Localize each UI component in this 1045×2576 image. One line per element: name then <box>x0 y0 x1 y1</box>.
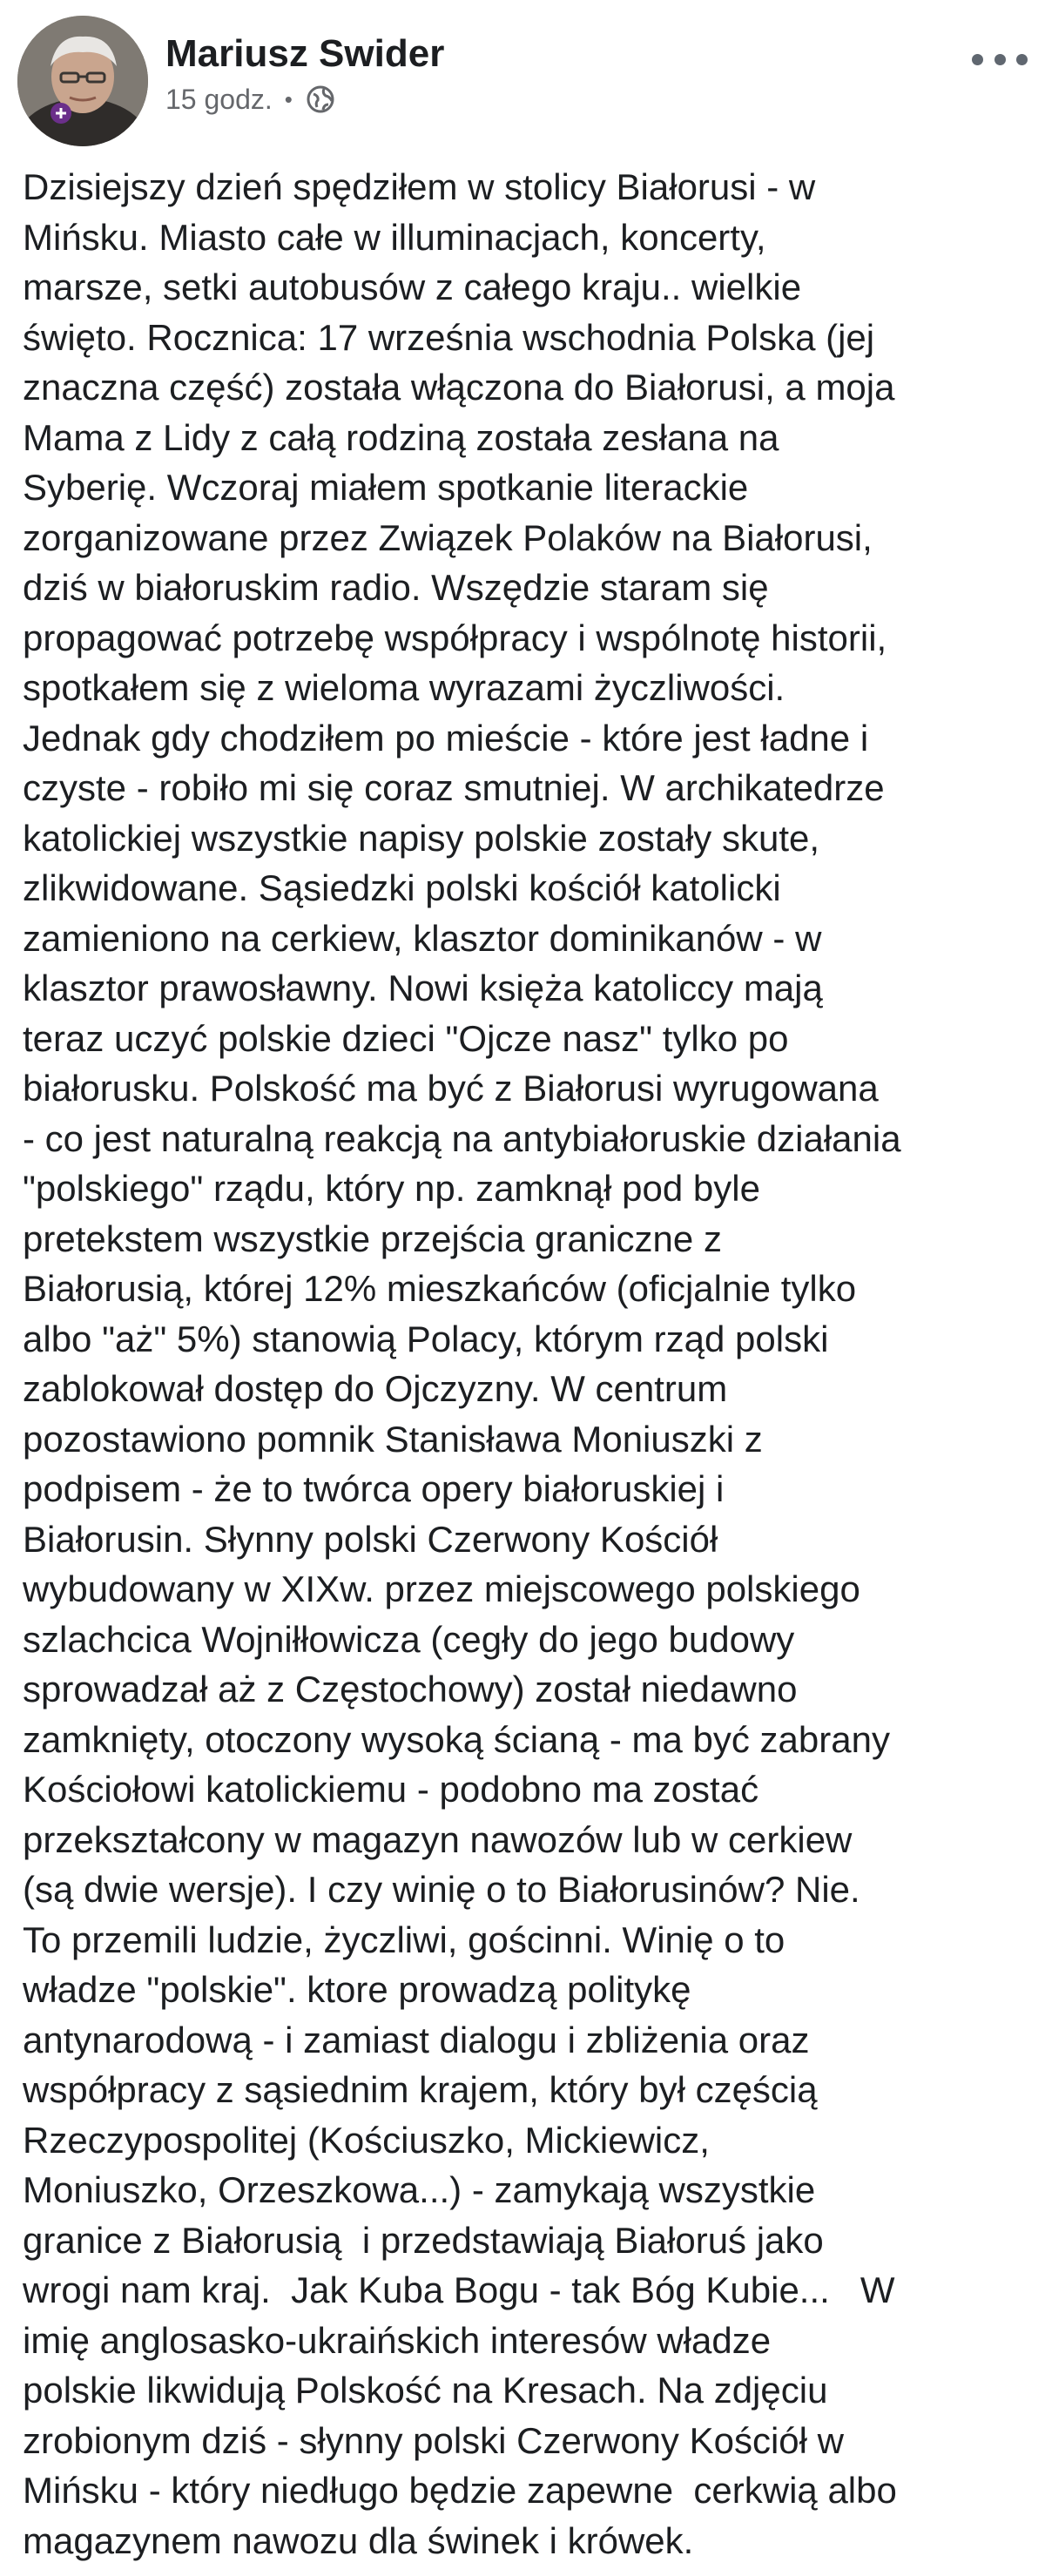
post-text-line: zamknięty, otoczony wysoką ścianą - ma być zabrany <box>23 1718 890 1760</box>
post-text-line: "polskiego" rządu, który np. zamknął pod byle <box>23 1168 760 1209</box>
post-text-line: Mińsku. Miasto całe w illuminacjach, koncerty, <box>23 216 766 258</box>
avatar[interactable] <box>17 16 148 146</box>
post-text-line: dziś w białoruskim radio. Wszędzie staram się <box>23 567 769 608</box>
post-text-line: - co jest naturalną reakcją na antybiałoruskie działania <box>23 1117 901 1159</box>
post-text-line: szlachcica Wojniłłowicza (cegły do jego budowy <box>23 1618 795 1660</box>
post-text-line: pretekstem wszystkie przejścia graniczne z <box>23 1217 722 1259</box>
post-text-line: zlikwidowane. Sąsiedzki polski kościół katolicki <box>23 867 781 908</box>
post-text-line: katolickiej wszystkie napisy polskie zostały skute, <box>23 817 820 859</box>
more-options-icon-dot <box>994 54 1006 65</box>
post-text-line: święto. Rocznica: 17 września wschodnia Polska (jej <box>23 316 875 358</box>
post-text-line: polskie likwidują Polskość na Kresach. Na zdjęciu <box>23 2370 828 2411</box>
author-block <box>165 31 444 117</box>
more-options-icon <box>972 54 983 65</box>
post-text-line: Mińsku - który niedługo będzie zapewne cerkwią albo <box>23 2470 897 2511</box>
post-text-line: zablokował dostęp do Ojczyzny. W centrum <box>23 1368 728 1409</box>
post-text-line: spotkałem się z wieloma wyrazami życzliwości. <box>23 667 785 708</box>
post-text-line: wybudowany w XIXw. przez miejscowego polskiego <box>23 1568 860 1609</box>
post-text-line: Jednak gdy chodziłem po mieście - które jest ładne i <box>23 717 869 759</box>
post-text-line: Kościołowi katolickiemu - podobno ma zostać <box>23 1769 759 1810</box>
post-text-line: To przemili ludzie, życzliwi, gościnni. Winię o to <box>23 1919 785 1960</box>
post-text-line: sprowadzał aż z Częstochowy) został niedawno <box>23 1669 798 1709</box>
post-text-line: władze "polskie". ktore prowadzą politykę <box>23 1969 691 2010</box>
globe-icon <box>305 84 336 115</box>
post-meta <box>165 82 444 117</box>
post-text-line: klasztor prawosławny. Nowi księża katoliccy mają <box>23 968 823 1008</box>
more-options-button[interactable] <box>972 42 1028 77</box>
post-text-line: marsze, setki autobusów z całego kraju.. wielkie <box>23 266 802 307</box>
post-text-line: antynarodową - i zamiast dialogu i zbliżenia oraz <box>23 2019 810 2060</box>
author-name[interactable]: Mariusz Swider <box>165 32 445 75</box>
post-text <box>23 162 1024 2566</box>
post-text-line: Mama z Lidy z całą rodziną została zesłana na <box>23 416 779 458</box>
post-text-line: Syberię. Wczoraj miałem spotkanie literackie <box>23 467 749 508</box>
post-text-line: czyste - robiło mi się coraz smutniej. W archikatedrze <box>23 767 885 808</box>
post-text-line: białorusku. Polskość ma być z Białorusi wyrugowana <box>23 1068 879 1109</box>
post-text-line: zorganizowane przez Związek Polaków na Białorusi, <box>23 516 873 558</box>
post-text-line: Moniuszko, Orzeszkowa...) - zamykają wszystkie <box>23 2169 816 2210</box>
post-text-line: albo "aż" 5%) stanowią Polacy, którym rząd polski <box>23 1318 829 1359</box>
post-text-line: współpracy z sąsiednim krajem, który był częścią <box>23 2069 818 2110</box>
post-text-line: Dzisiejszy dzień spędziłem w stolicy Białorusi - w <box>23 166 816 207</box>
post-timestamp[interactable]: 15 godz. <box>165 84 273 115</box>
post-text-line: przekształcony w magazyn nawozów lub w cerkiew <box>23 1818 853 1860</box>
post-text-line: magazynem nawozu dla świnek i krówek. <box>23 2519 694 2561</box>
post-text-line: teraz uczyć polskie dzieci "Ojcze nasz" tylko po <box>23 1017 789 1059</box>
post-header <box>17 16 1028 146</box>
post-text-line: podpisem - że to twórca opery białoruskiej i <box>23 1468 725 1509</box>
post-text-line: (są dwie wersje). I czy winię o to Białorusinów? Nie. <box>23 1869 860 1910</box>
post-text-line: Rzeczypospolitej (Kościuszko, Mickiewicz, <box>23 2119 710 2161</box>
post-text-line: zamieniono na cerkiew, klasztor dominikanów - w <box>23 917 822 959</box>
meta-separator: • <box>284 86 293 112</box>
post-text-line: imię anglosasko-ukraińskich interesów władze <box>23 2319 772 2361</box>
more-options-icon-dot <box>1016 54 1028 65</box>
post-text-line: propagować potrzebę współpracy i wspólnotę historii, <box>23 617 887 658</box>
post-text-line: pozostawiono pomnik Stanisława Moniuszki z <box>23 1418 763 1460</box>
post-text-line: wrogi nam kraj. Jak Kuba Bogu - tak Bóg Kubie... W <box>23 2269 895 2310</box>
post-text-line: granice z Białorusią i przedstawiają Białoruś jako <box>23 2219 824 2261</box>
post-text-line: zrobionym dziś - słynny polski Czerwony Kościół w <box>23 2419 844 2461</box>
post-text-line: Białorusin. Słynny polski Czerwony Kościół <box>23 1518 718 1560</box>
avatar-photo-icon <box>17 16 148 146</box>
post-text-line: znaczna część) została włączona do Białorusi, a moja <box>23 367 895 408</box>
post-text-line: Białorusią, której 12% mieszkańców (oficjalnie tylko <box>23 1268 857 1309</box>
